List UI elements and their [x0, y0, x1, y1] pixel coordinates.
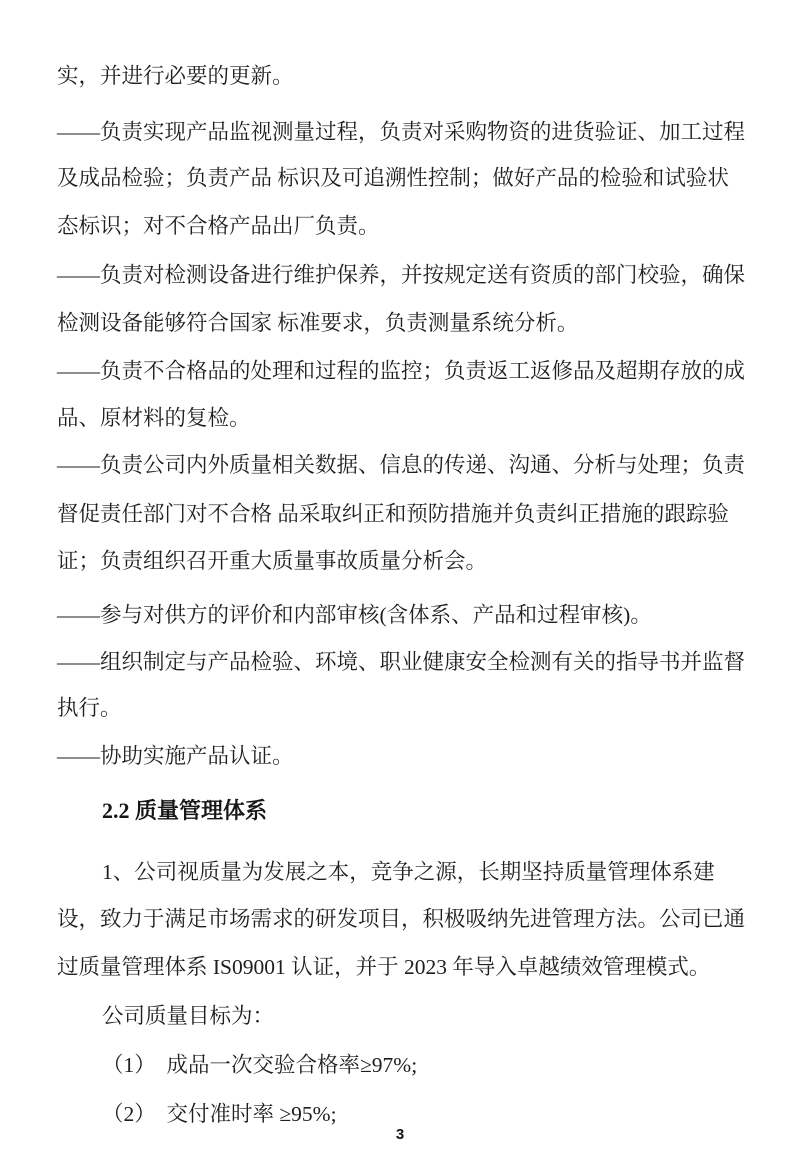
text-line: 过质量管理体系 IS09001 认证，并于 2023 年导入卓越绩效管理模式。: [57, 955, 711, 979]
page-number: 3: [395, 1126, 405, 1143]
text-line: ——协助实施产品认证。: [57, 744, 294, 768]
text-line: ——参与对供方的评价和内部审核(含体系、产品和过程审核)。: [57, 603, 652, 627]
text-line: ——负责对检测设备进行维护保养，并按规定送有资质的部门校验，确保: [57, 263, 746, 287]
text-line: 实，并进行必要的更新。: [57, 64, 294, 88]
text-line: 证；负责组织召开重大质量事故质量分析会。: [57, 549, 488, 573]
text-line: 检测设备能够符合国家 标准要求，负责测量系统分析。: [57, 311, 579, 335]
text-line: （1） 成品一次交验合格率≥97%;: [102, 1053, 418, 1077]
text-line: （2） 交付准时率 ≥95%;: [102, 1102, 337, 1126]
text-line: 设，致力于满足市场需求的研发项目，积极吸纳先进管理方法。公司已通: [57, 907, 746, 931]
text-line: ——负责公司内外质量相关数据、信息的传递、沟通、分析与处理；负责: [57, 453, 746, 477]
section-heading: 2.2 质量管理体系: [102, 798, 268, 823]
text-line: 1、公司视质量为发展之本，竞争之源，长期坚持质量管理体系建: [102, 860, 715, 884]
text-block: [57, 0, 747, 1170]
text-line: 公司质量目标为：: [102, 1004, 275, 1028]
text-line: 督促责任部门对不合格 品采取纠正和预防措施并负责纠正措施的跟踪验: [57, 502, 729, 526]
text-line: ——负责不合格品的处理和过程的监控；负责返工返修品及超期存放的成: [57, 359, 746, 383]
text-line: ——负责实现产品监视测量过程，负责对采购物资的进货验证、加工过程: [57, 120, 746, 144]
text-line: 及成品检验；负责产品 标识及可追溯性控制；做好产品的检验和试验状: [57, 166, 729, 190]
text-line: ——组织制定与产品检验、环境、职业健康安全检测有关的指导书并监督: [57, 650, 746, 674]
text-line: 态标识；对不合格产品出厂负责。: [57, 214, 380, 238]
text-line: 执行。: [57, 696, 122, 720]
text-line: 品、原材料的复检。: [57, 406, 251, 430]
